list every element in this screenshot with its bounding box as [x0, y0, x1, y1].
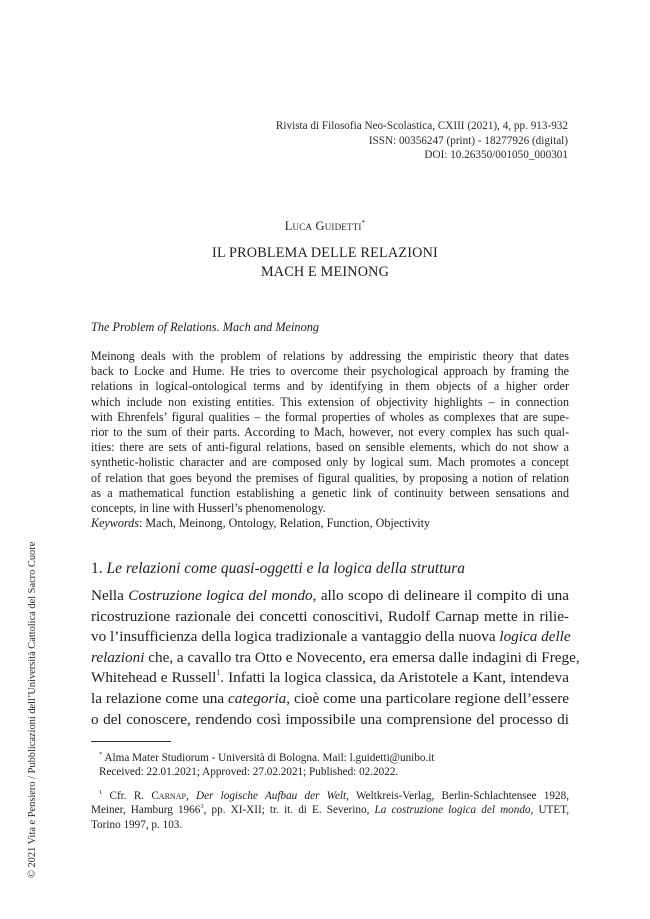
section-title: Le relazioni come quasi-oggetti e la logica della struttura	[106, 560, 465, 577]
body-text	[91, 586, 580, 730]
author-name-text: Luca Guidetti	[284, 219, 362, 233]
body-italic-run: Costruzione logica del mondo	[128, 587, 313, 604]
abstract-line: Meinong deals with the problem of relations by addressing the empiristic theory that dates	[91, 349, 569, 363]
body-italic-run: logica delle	[499, 628, 571, 646]
footnote-affiliation: Alma Mater Studiorum - Università di Bologna. Mail: l.guidetti@unibo.it	[102, 752, 435, 764]
abstract-line: synthetic-holistic character and are composed only by logical sum. Mach promotes a concept	[91, 455, 569, 470]
section-number: 1.	[91, 560, 107, 577]
footnote-line	[91, 789, 569, 803]
footnote-text-run: , pp. XI-XII; tr. it. di E. Severino,	[203, 804, 375, 817]
body-line	[91, 586, 569, 607]
footnote-marker: *	[99, 751, 103, 758]
english-title: The Problem of Relations. Mach and Meinong	[91, 320, 320, 334]
footnote-text-run: Meiner, Hamburg 1966	[91, 804, 201, 817]
author-name	[0, 219, 650, 234]
article-title	[0, 244, 650, 282]
body-italic-run: categoria	[228, 689, 287, 707]
body-text-run: , cioè come una particolare regione dell’essere	[286, 689, 569, 707]
journal-header	[276, 119, 568, 163]
footnote-dates: Received: 22.01.2021; Approved: 27.02.2021; Published: 02.2022.	[99, 766, 399, 779]
body-text-run: che, a cavallo tra Otto e Novecento, era emersa dalle indagini di Frege,	[144, 648, 580, 666]
section-heading	[91, 560, 465, 578]
footnote-text-run: , UTET,	[530, 804, 570, 817]
footnote-book-title: Der logische Aufbau der Welt	[195, 790, 347, 802]
footnote-text-run: ,	[185, 790, 196, 802]
copyright-sidebar: © 2021 Vita e Pensiero / Pubblicazioni dell’Università Cattolica del Sacro Cuore	[27, 541, 38, 878]
footnote-text-run: Cfr. R.	[102, 790, 152, 802]
body-line: ricostruzione razionale dei concetti conoscitivi, Rudolf Carnap mette in rilie-	[91, 607, 569, 625]
article-title-line-1: IL PROBLEMA DELLE RELAZIONI	[212, 245, 438, 261]
article-title-line-2: MACH E MEINONG	[260, 264, 390, 280]
keywords-label: Keywords	[91, 516, 139, 530]
footnote-line	[91, 751, 569, 765]
footnote-author-name: Carnap	[151, 790, 186, 802]
abstract-line: with Ehrenfels’ figural qualities – the formal properties of wholes as complexes that are supe-	[91, 409, 569, 424]
abstract-line: as a mathematical function establishing a genetic link of continuity between sensations and	[91, 485, 569, 500]
abstract-line: rior to the sum of their parts. According to Mach, however, not every complex has such qual-	[91, 425, 569, 440]
body-line	[91, 648, 580, 669]
body-line	[91, 668, 569, 689]
body-text-run: , allo scopo di delineare il compito di una	[312, 587, 570, 604]
abstract-line: relations in logical-ontological terms and by identifying in them objects of a higher order	[91, 379, 569, 394]
footnote-author	[91, 751, 569, 780]
keywords	[91, 516, 430, 531]
body-text-run: la relazione come una	[91, 689, 229, 707]
abstract	[91, 349, 569, 516]
body-text-run: vo l’insufficienza della logica tradizionale a vantaggio della nuova	[91, 628, 500, 646]
body-text-run: . Infatti la logica classica, da Aristotele a Kant, intendeva	[220, 669, 569, 687]
abstract-line: back to Locke and Hume. He tries to overcome their psychological approach by framing the	[91, 364, 569, 379]
keywords-list: : Mach, Meinong, Ontology, Relation, Function, Objectivity	[138, 516, 431, 530]
footnote-ref-1[interactable]: 1	[216, 668, 221, 678]
footnote-text-run: , Weltkreis-Verlag, Berlin-Schlachtensee 1928,	[346, 790, 570, 802]
author-footnote-marker[interactable]: *	[361, 219, 366, 227]
abstract-line: ities: there are sets of anti-figural relations, based on sensible elements, which do not show a	[91, 440, 569, 455]
footnote-edition-superscript: 3	[200, 803, 204, 811]
footnote-line	[91, 803, 569, 817]
body-text-run: Whitehead e Russell	[91, 669, 217, 687]
abstract-line: which include non existing entities. This extension of objectivity highlights – in connection	[91, 394, 569, 409]
abstract-line: of relation that goes beyond the premises of figural qualities, by proposing a notion of relation	[91, 470, 569, 485]
body-line	[91, 627, 569, 648]
abstract-line: concepts, in line with Husserl’s phenomenology.	[91, 501, 326, 516]
footnote-line: Torino 1997, p. 103.	[91, 818, 183, 831]
footnote-divider	[91, 741, 171, 742]
journal-issn: ISSN: 00356247 (print) - 18277926 (digital)	[368, 134, 568, 147]
footnote-book-title: La costruzione logica del mondo	[374, 804, 531, 817]
body-line	[91, 689, 569, 710]
footnote-1	[91, 789, 569, 832]
footnote-marker: 1	[99, 789, 103, 796]
body-line: o del conoscere, rendendo così impossibile una comprensione del processo di	[91, 710, 569, 728]
body-italic-run: relazioni	[91, 648, 145, 666]
journal-citation: Rivista di Filosofia Neo-Scolastica, CXIII (2021), 4, pp. 913-932	[275, 120, 568, 132]
body-text-run: Nella	[91, 587, 129, 604]
journal-doi: DOI: 10.26350/001050_000301	[424, 149, 568, 162]
